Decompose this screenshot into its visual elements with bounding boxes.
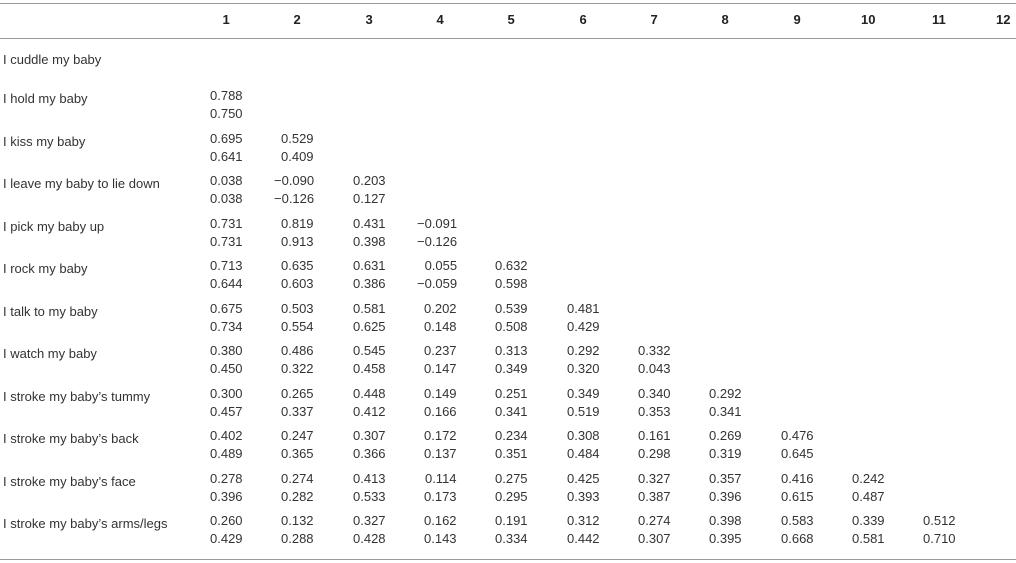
table-cell [567, 385, 600, 421]
table-cell [781, 470, 814, 506]
row-label: I stroke my baby’s face [3, 474, 136, 489]
table-cell [923, 512, 956, 548]
cell-value-lower: 0.603 [281, 276, 314, 291]
cell-value-lower: 0.625 [353, 319, 386, 334]
table-cell [424, 470, 457, 506]
table-cell [353, 342, 386, 378]
cell-value-upper: 0.269 [709, 428, 742, 443]
cell-value-upper: 0.234 [495, 428, 528, 443]
cell-value-upper: 0.357 [709, 471, 742, 486]
cell-value-lower: 0.615 [781, 489, 814, 504]
cell-value-upper: 0.529 [281, 131, 314, 146]
cell-value-upper: 0.413 [353, 471, 386, 486]
cell-value-upper: 0.300 [210, 386, 243, 401]
cell-value-lower: 0.913 [281, 234, 314, 249]
cell-value-lower: 0.734 [210, 319, 243, 334]
cell-value-upper: 0.819 [281, 216, 314, 231]
table-cell [281, 385, 314, 421]
column-header-5: 5 [507, 12, 515, 27]
row-label: I pick my baby up [3, 219, 105, 234]
cell-value-upper: 0.349 [567, 386, 600, 401]
table-cell [281, 300, 314, 336]
table-cell [281, 470, 314, 506]
cell-value-lower: 0.668 [781, 531, 814, 546]
cell-value-lower: 0.508 [495, 319, 528, 334]
cell-value-upper: 0.265 [281, 386, 314, 401]
table-cell [210, 342, 243, 378]
table-cell [638, 427, 671, 463]
cell-value-lower: 0.147 [424, 361, 457, 376]
table-cell [424, 512, 457, 548]
cell-value-upper: 0.448 [353, 386, 386, 401]
cell-value-upper: 0.247 [281, 428, 314, 443]
table-cell [424, 300, 457, 336]
cell-value-upper: 0.242 [852, 471, 885, 486]
cell-value-lower: 0.307 [638, 531, 671, 546]
cell-value-lower: 0.489 [210, 446, 243, 461]
cell-value-upper: 0.340 [638, 386, 671, 401]
table-cell [781, 427, 814, 463]
cell-value-lower: 0.644 [210, 276, 243, 291]
column-header-11: 11 [932, 12, 946, 27]
cell-value-upper: 0.149 [424, 386, 457, 401]
table-cell [852, 470, 885, 506]
table-cell [281, 130, 314, 166]
cell-value-upper: 0.202 [424, 301, 457, 316]
cell-value-lower: 0.043 [638, 361, 671, 376]
cell-value-lower: 0.641 [210, 149, 243, 164]
top-rule [0, 3, 1016, 4]
cell-value-lower: 0.457 [210, 404, 243, 419]
cell-value-upper: 0.327 [638, 471, 671, 486]
row-label: I stroke my baby’s back [3, 431, 139, 446]
cell-value-upper: 0.038 [210, 173, 243, 188]
cell-value-lower: 0.341 [495, 404, 528, 419]
table-cell [495, 512, 528, 548]
cell-value-lower: 0.710 [923, 531, 956, 546]
cell-value-upper: 0.339 [852, 513, 885, 528]
table-cell [495, 342, 528, 378]
cell-value-upper: 0.631 [353, 258, 386, 273]
cell-value-upper: 0.313 [495, 343, 528, 358]
cell-value-lower: 0.366 [353, 446, 386, 461]
cell-value-upper: 0.539 [495, 301, 528, 316]
table-cell [495, 257, 528, 293]
cell-value-lower: 0.750 [210, 106, 243, 121]
cell-value-upper: 0.675 [210, 301, 243, 316]
cell-value-lower: 0.351 [495, 446, 528, 461]
cell-value-upper: 0.251 [495, 386, 528, 401]
table-cell [495, 470, 528, 506]
table-cell [495, 385, 528, 421]
cell-value-lower: 0.173 [424, 489, 457, 504]
cell-value-upper: 0.416 [781, 471, 814, 486]
table-cell [353, 470, 386, 506]
cell-value-lower: 0.409 [281, 149, 314, 164]
table-cell [638, 385, 671, 421]
cell-value-lower: 0.533 [353, 489, 386, 504]
cell-value-upper: 0.425 [567, 471, 600, 486]
column-header-4: 4 [436, 12, 444, 27]
cell-value-lower: 0.038 [210, 191, 243, 206]
row-label: I cuddle my baby [3, 52, 102, 67]
bottom-rule [0, 559, 1016, 560]
cell-value-upper: 0.292 [709, 386, 742, 401]
cell-value-upper: 0.476 [781, 428, 814, 443]
cell-value-lower: 0.645 [781, 446, 814, 461]
table-cell [210, 470, 243, 506]
cell-value-upper: −0.090 [274, 173, 315, 188]
cell-value-lower: 0.396 [210, 489, 243, 504]
table-cell [638, 512, 671, 548]
cell-value-lower: 0.337 [281, 404, 314, 419]
cell-value-lower: 0.387 [638, 489, 671, 504]
cell-value-upper: 0.503 [281, 301, 314, 316]
cell-value-lower: 0.322 [281, 361, 314, 376]
cell-value-upper: 0.402 [210, 428, 243, 443]
cell-value-lower: 0.398 [353, 234, 386, 249]
cell-value-upper: 0.307 [353, 428, 386, 443]
row-label: I rock my baby [3, 261, 88, 276]
column-header-8: 8 [721, 12, 729, 27]
column-header-3: 3 [365, 12, 373, 27]
cell-value-lower: 0.731 [210, 234, 243, 249]
cell-value-lower: 0.288 [281, 531, 314, 546]
column-header-9: 9 [793, 12, 801, 27]
table-cell [210, 172, 243, 208]
row-label: I leave my baby to lie down [3, 176, 160, 191]
table-cell [281, 257, 314, 293]
cell-value-upper: 0.172 [424, 428, 457, 443]
cell-value-upper: 0.274 [638, 513, 671, 528]
cell-value-upper: 0.312 [567, 513, 600, 528]
cell-value-upper: 0.583 [781, 513, 814, 528]
cell-value-upper: 0.308 [567, 428, 600, 443]
cell-value-upper: 0.635 [281, 258, 314, 273]
cell-value-lower: 0.334 [495, 531, 528, 546]
cell-value-upper: −0.091 [417, 216, 458, 231]
cell-value-upper: 0.581 [353, 301, 386, 316]
cell-value-upper: 0.380 [210, 343, 243, 358]
table-cell [210, 87, 243, 123]
table-cell [210, 130, 243, 166]
cell-value-upper: 0.632 [495, 258, 528, 273]
cell-value-lower: 0.320 [567, 361, 600, 376]
cell-value-upper: 0.161 [638, 428, 671, 443]
cell-value-lower: 0.148 [424, 319, 457, 334]
table-cell [638, 470, 671, 506]
column-header-6: 6 [579, 12, 587, 27]
table-cell [353, 385, 386, 421]
cell-value-lower: 0.353 [638, 404, 671, 419]
cell-value-upper: 0.203 [353, 173, 386, 188]
cell-value-lower: 0.554 [281, 319, 314, 334]
cell-value-lower: 0.519 [567, 404, 600, 419]
cell-value-lower: 0.429 [567, 319, 600, 334]
cell-value-lower: 0.428 [353, 531, 386, 546]
table-cell [417, 215, 457, 251]
cell-value-lower: 0.484 [567, 446, 600, 461]
cell-value-lower: 0.365 [281, 446, 314, 461]
cell-value-lower: 0.341 [709, 404, 742, 419]
cell-value-upper: 0.132 [281, 513, 314, 528]
row-label: I talk to my baby [3, 304, 98, 319]
table-cell [210, 215, 243, 251]
cell-value-lower: 0.166 [424, 404, 457, 419]
table-cell [353, 215, 386, 251]
table-cell [210, 300, 243, 336]
cell-value-upper: 0.275 [495, 471, 528, 486]
table-cell [495, 427, 528, 463]
cell-value-lower: 0.137 [424, 446, 457, 461]
cell-value-upper: 0.055 [424, 258, 458, 273]
cell-value-lower: −0.126 [274, 191, 315, 206]
cell-value-lower: 0.450 [210, 361, 243, 376]
cell-value-upper: 0.431 [353, 216, 386, 231]
column-header-1: 1 [222, 12, 230, 27]
header-rule [0, 38, 1016, 39]
table-cell [281, 342, 314, 378]
table-cell [495, 300, 528, 336]
table-cell [567, 512, 600, 548]
cell-value-lower: 0.143 [424, 531, 457, 546]
column-header-7: 7 [650, 12, 658, 27]
table-cell [353, 172, 386, 208]
cell-value-lower: 0.298 [638, 446, 671, 461]
table-cell [424, 427, 457, 463]
cell-value-upper: 0.274 [281, 471, 314, 486]
cell-value-upper: 0.278 [210, 471, 243, 486]
cell-value-lower: 0.282 [281, 489, 314, 504]
table-cell [852, 512, 885, 548]
cell-value-lower: 0.393 [567, 489, 600, 504]
table-cell [281, 427, 314, 463]
cell-value-lower: 0.295 [495, 489, 528, 504]
table-cell [709, 470, 742, 506]
table-cell [274, 172, 314, 208]
row-label: I watch my baby [3, 346, 97, 361]
table-cell [709, 512, 742, 548]
table-cell [424, 342, 457, 378]
row-label: I stroke my baby’s arms/legs [3, 516, 168, 531]
cell-value-lower: 0.396 [709, 489, 742, 504]
table-cell [210, 427, 243, 463]
table-cell [781, 512, 814, 548]
table-cell [424, 385, 457, 421]
table-cell [567, 300, 600, 336]
cell-value-upper: 0.237 [424, 343, 457, 358]
table-cell [567, 427, 600, 463]
cell-value-upper: 0.162 [424, 513, 457, 528]
cell-value-lower: 0.127 [353, 191, 386, 206]
cell-value-upper: 0.398 [709, 513, 742, 528]
cell-value-upper: 0.713 [210, 258, 243, 273]
table-cell [353, 300, 386, 336]
cell-value-upper: 0.731 [210, 216, 243, 231]
cell-value-upper: 0.332 [638, 343, 671, 358]
cell-value-upper: 0.512 [923, 513, 956, 528]
cell-value-lower: −0.059 [417, 276, 458, 291]
cell-value-lower: 0.349 [495, 361, 528, 376]
cell-value-upper: 0.481 [567, 301, 600, 316]
table-cell [353, 427, 386, 463]
table-cell [210, 385, 243, 421]
column-header-12: 12 [996, 12, 1011, 27]
row-label: I stroke my baby’s tummy [3, 389, 151, 404]
table-cell [417, 257, 457, 293]
cell-value-upper: 0.788 [210, 88, 243, 103]
cell-value-lower: 0.458 [353, 361, 386, 376]
table-cell [709, 427, 742, 463]
cell-value-upper: 0.292 [567, 343, 600, 358]
table-cell [567, 342, 600, 378]
cell-value-lower: 0.429 [210, 531, 243, 546]
cell-value-lower: −0.126 [417, 234, 458, 249]
cell-value-lower: 0.395 [709, 531, 742, 546]
table-cell [281, 215, 314, 251]
cell-value-lower: 0.412 [353, 404, 386, 419]
cell-value-upper: 0.486 [281, 343, 314, 358]
table-cell [638, 342, 671, 378]
row-label: I hold my baby [3, 91, 88, 106]
table-cell [281, 512, 314, 548]
table-cell [210, 257, 243, 293]
cell-value-upper: 0.191 [495, 513, 528, 528]
cell-value-upper: 0.114 [424, 471, 457, 486]
table-cell [210, 512, 243, 548]
row-label: I kiss my baby [3, 134, 86, 149]
cell-value-lower: 0.386 [353, 276, 386, 291]
cell-value-lower: 0.319 [709, 446, 742, 461]
cell-value-lower: 0.598 [495, 276, 528, 291]
table-cell [567, 470, 600, 506]
column-header-2: 2 [293, 12, 301, 27]
cell-value-upper: 0.327 [353, 513, 386, 528]
cell-value-lower: 0.487 [852, 489, 885, 504]
table-cell [353, 512, 386, 548]
column-header-10: 10 [861, 12, 876, 27]
cell-value-upper: 0.260 [210, 513, 243, 528]
table-cell [709, 385, 742, 421]
cell-value-upper: 0.695 [210, 131, 243, 146]
cell-value-lower: 0.581 [852, 531, 885, 546]
cell-value-upper: 0.545 [353, 343, 386, 358]
cell-value-lower: 0.442 [567, 531, 600, 546]
table-cell [353, 257, 386, 293]
